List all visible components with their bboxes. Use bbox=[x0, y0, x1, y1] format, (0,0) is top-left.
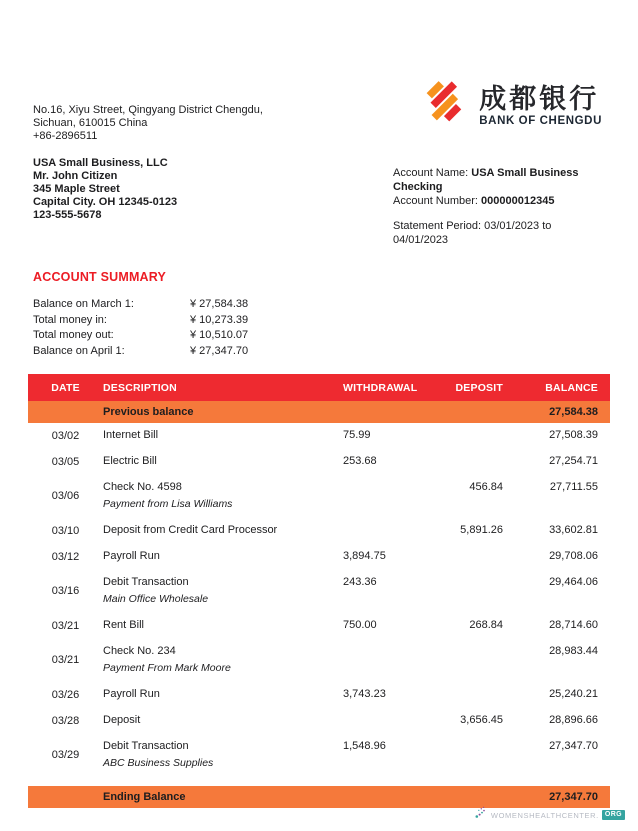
summary-label: Balance on April 1: bbox=[33, 344, 125, 357]
txn-description: Payroll Run bbox=[103, 688, 160, 700]
txn-description: Rent Bill bbox=[103, 619, 144, 631]
summary-row bbox=[33, 328, 605, 344]
summary-row bbox=[33, 313, 605, 329]
customer-line: USA Small Business, LLC bbox=[33, 157, 168, 169]
header-date: DATE bbox=[51, 381, 80, 394]
account-info bbox=[393, 166, 605, 247]
statement-period: Statement Period: 03/01/2023 to 04/01/2023 bbox=[393, 220, 552, 246]
txn-balance: 27,347.70 bbox=[549, 740, 598, 752]
txn-description: Payroll Run bbox=[103, 550, 160, 562]
txn-date: 03/26 bbox=[51, 688, 80, 701]
account-summary-title: ACCOUNT SUMMARY bbox=[33, 270, 167, 284]
bank-logo-stripes-icon bbox=[422, 78, 468, 133]
txn-deposit: 3,656.45 bbox=[460, 714, 503, 726]
table-row bbox=[28, 518, 610, 544]
txn-balance: 25,240.21 bbox=[549, 688, 598, 700]
summary-label: Total money out: bbox=[33, 329, 114, 341]
summary-value: ¥ 10,273.39 bbox=[190, 313, 249, 326]
header-balance: BALANCE bbox=[545, 381, 598, 394]
table-row bbox=[28, 449, 610, 475]
txn-note: ABC Business Supplies bbox=[103, 757, 214, 769]
txn-balance: 28,983.44 bbox=[549, 645, 598, 657]
table-row bbox=[28, 708, 610, 734]
txn-withdrawal: 750.00 bbox=[343, 619, 377, 631]
ending-balance-row bbox=[28, 786, 610, 808]
txn-date: 03/10 bbox=[51, 524, 80, 537]
txn-withdrawal: 3,743.23 bbox=[343, 688, 386, 700]
table-row bbox=[28, 475, 610, 518]
txn-deposit: 456.84 bbox=[469, 481, 503, 493]
bank-address bbox=[33, 104, 263, 143]
txn-withdrawal: 75.99 bbox=[343, 429, 371, 441]
summary-rows bbox=[33, 297, 605, 359]
txn-note: Payment From Mark Moore bbox=[103, 662, 231, 674]
txn-date: 03/05 bbox=[51, 455, 80, 468]
summary-row bbox=[33, 344, 605, 360]
customer-line: Mr. John Citizen bbox=[33, 170, 118, 182]
bank-address-line1: No.16, Xiyu Street, Qingyang District Chengdu, bbox=[33, 104, 263, 116]
summary-row bbox=[33, 297, 605, 313]
customer-line: 123-555-5678 bbox=[33, 209, 102, 221]
table-row bbox=[28, 544, 610, 570]
txn-balance: 28,714.60 bbox=[549, 619, 598, 631]
bank-logo-text bbox=[479, 84, 602, 127]
table-row bbox=[28, 570, 610, 613]
previous-balance-label: Previous balance bbox=[103, 406, 194, 418]
txn-balance: 29,708.06 bbox=[549, 550, 598, 562]
table-row bbox=[28, 613, 610, 639]
summary-value: ¥ 27,347.70 bbox=[190, 344, 249, 357]
watermark-dots-icon bbox=[475, 806, 488, 824]
txn-description: Check No. 234 bbox=[103, 645, 176, 657]
txn-description: Internet Bill bbox=[103, 429, 159, 441]
txn-withdrawal: 3,894.75 bbox=[343, 550, 386, 562]
txn-deposit: 5,891.26 bbox=[460, 524, 503, 536]
bank-logo bbox=[422, 78, 602, 133]
table-row bbox=[28, 639, 610, 682]
table-row bbox=[28, 734, 610, 777]
txn-date: 03/28 bbox=[51, 714, 80, 727]
txn-withdrawal: 243.36 bbox=[343, 576, 377, 588]
account-name-value: USA Small Business Checking bbox=[393, 167, 579, 193]
summary-label: Total money in: bbox=[33, 313, 107, 326]
txn-description: Electric Bill bbox=[103, 455, 157, 467]
ending-balance-value: 27,347.70 bbox=[549, 791, 598, 803]
txn-date: 03/21 bbox=[51, 654, 80, 666]
statement-header bbox=[0, 0, 638, 143]
transaction-rows bbox=[28, 423, 610, 777]
bank-address-line2: Sichuan, 610015 China bbox=[33, 117, 148, 129]
txn-balance: 28,896.66 bbox=[549, 714, 598, 726]
txn-date: 03/21 bbox=[51, 619, 80, 632]
info-row bbox=[0, 157, 638, 247]
summary-value: ¥ 27,584.38 bbox=[190, 298, 249, 310]
account-name-label: Account Name: bbox=[393, 167, 472, 179]
summary-label: Balance on March 1: bbox=[33, 298, 134, 310]
account-number-value: 000000012345 bbox=[481, 195, 555, 207]
account-name-line bbox=[393, 166, 605, 194]
txn-balance: 27,711.55 bbox=[549, 481, 598, 493]
txn-note: Main Office Wholesale bbox=[103, 593, 209, 605]
watermark-text: WOMENSHEALTHCENTER. bbox=[490, 810, 599, 820]
bank-phone: +86-2896511 bbox=[33, 130, 98, 142]
table-row bbox=[28, 682, 610, 708]
txn-date: 03/02 bbox=[51, 429, 80, 442]
customer-line: Capital City. OH 12345-0123 bbox=[33, 196, 178, 208]
txn-note: Payment from Lisa Williams bbox=[103, 498, 233, 510]
txn-date: 03/29 bbox=[51, 749, 80, 761]
account-number-label: Account Number: bbox=[393, 195, 482, 207]
watermark-org-badge: ORG bbox=[602, 810, 625, 820]
ending-balance-label: Ending Balance bbox=[103, 791, 186, 803]
header-withdrawal: WITHDRAWAL bbox=[343, 381, 418, 394]
txn-deposit: 268.84 bbox=[469, 619, 503, 631]
txn-description: Check No. 4598 bbox=[103, 481, 182, 493]
txn-date: 03/06 bbox=[51, 490, 80, 502]
txn-date: 03/12 bbox=[51, 550, 80, 563]
txn-description: Deposit bbox=[103, 714, 141, 726]
txn-balance: 27,508.39 bbox=[549, 429, 598, 441]
txn-description: Debit Transaction bbox=[103, 740, 189, 752]
txn-balance: 27,254.71 bbox=[549, 455, 598, 467]
txn-balance: 33,602.81 bbox=[549, 524, 598, 536]
header-deposit: DEPOSIT bbox=[455, 381, 503, 394]
watermark bbox=[475, 806, 625, 824]
header-description: DESCRIPTION bbox=[103, 381, 177, 394]
transaction-table bbox=[28, 374, 610, 808]
table-header-row bbox=[28, 374, 610, 401]
bank-name-english: BANK OF CHENGDU bbox=[479, 115, 602, 127]
table-row bbox=[28, 423, 610, 449]
bank-name-chinese: 成都银行 bbox=[479, 84, 600, 114]
txn-date: 03/16 bbox=[51, 585, 80, 597]
account-number-line bbox=[393, 194, 605, 208]
previous-balance-value: 27,584.38 bbox=[549, 406, 598, 418]
txn-description: Deposit from Credit Card Processor bbox=[103, 524, 278, 536]
previous-balance-row bbox=[28, 401, 610, 423]
txn-withdrawal: 1,548.96 bbox=[343, 740, 386, 752]
customer-block bbox=[33, 157, 177, 222]
txn-description: Debit Transaction bbox=[103, 576, 189, 588]
txn-withdrawal: 253.68 bbox=[343, 455, 377, 467]
summary-value: ¥ 10,510.07 bbox=[190, 329, 249, 341]
txn-balance: 29,464.06 bbox=[549, 576, 598, 588]
customer-line: 345 Maple Street bbox=[33, 183, 120, 195]
account-summary bbox=[0, 270, 638, 359]
